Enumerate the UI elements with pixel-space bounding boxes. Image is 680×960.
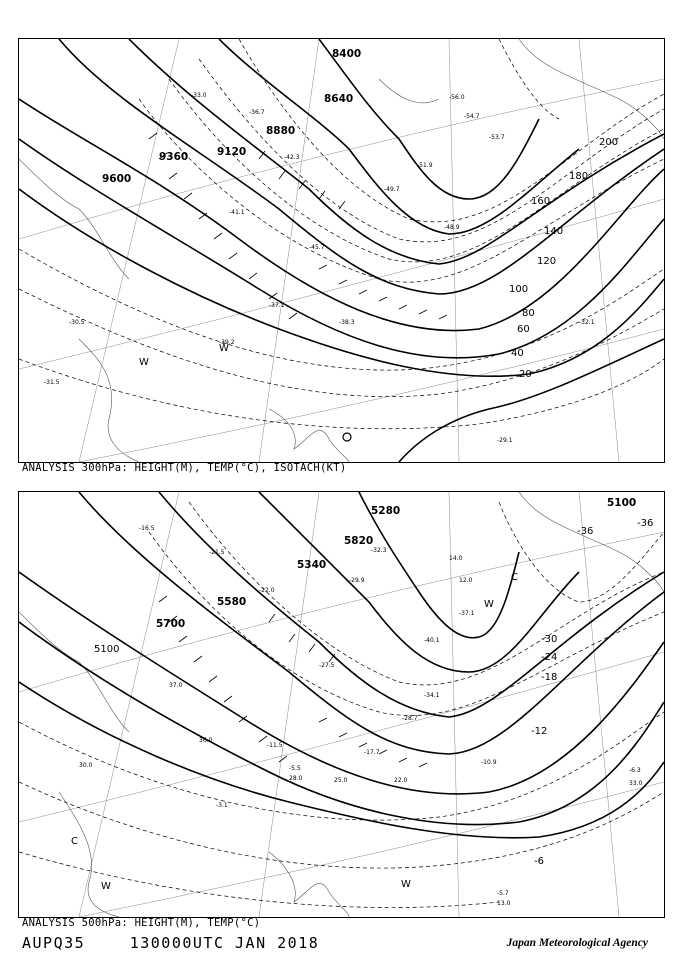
isotach-label: 60 — [517, 324, 530, 335]
obs-label: -40.1 — [424, 637, 440, 644]
product-code: AUPQ35 — [22, 934, 86, 952]
isotach-label: 140 — [544, 226, 564, 237]
height-label: 9600 — [102, 173, 132, 185]
obs-label: 14.0 — [449, 555, 463, 562]
temp-label: -54.7 — [464, 113, 480, 120]
obs-label: -37.1 — [459, 610, 475, 617]
temp-label: -42.3 — [284, 154, 300, 161]
height-label: 5700 — [156, 618, 186, 630]
caption-500hpa: ANALYSIS 500hPa: HEIGHT(M), TEMP(°C) — [22, 917, 261, 929]
warm-marker: W — [101, 881, 111, 892]
height-label: 5280 — [371, 505, 401, 517]
obs-label: -28.7 — [402, 715, 418, 722]
temp-label: -29.1 — [497, 437, 513, 444]
temp-label: -51.9 — [417, 162, 433, 169]
obs-label: 13.0 — [497, 900, 511, 907]
obs-label: -5.5 — [289, 765, 301, 772]
obs-label: 28.0 — [289, 775, 303, 782]
obs-label: 22.0 — [394, 777, 408, 784]
temp-label: -45.7 — [309, 244, 325, 251]
obs-label: -22.0 — [259, 587, 275, 594]
obs-label: -10.9 — [481, 759, 497, 766]
height-label: 5820 — [344, 535, 374, 547]
graticule — [19, 492, 664, 917]
caption-300hpa: ANALYSIS 300hPa: HEIGHT(M), TEMP(°C), ISOTACH(KT) — [22, 462, 347, 474]
height-contours — [19, 492, 664, 838]
obs-label: 30.0 — [79, 762, 93, 769]
height-label: 5100 — [94, 644, 120, 655]
isotach-label: 20 — [519, 369, 532, 380]
temp-label: -38.3 — [339, 319, 355, 326]
map-500hpa-svg — [19, 492, 664, 917]
obs-label: -3.1 — [216, 802, 228, 809]
warm-marker: W — [401, 879, 411, 890]
temp-label: -56.0 — [449, 94, 465, 101]
map-300hpa-svg — [19, 39, 664, 462]
obs-label: -5.7 — [497, 890, 509, 897]
obs-label: -16.5 — [139, 525, 155, 532]
obs-label: 36.0 — [199, 737, 213, 744]
obs-label: -21.5 — [209, 549, 225, 556]
isotherm-label: -36 — [577, 526, 594, 537]
isotherm-label: -36 — [637, 518, 654, 529]
obs-label: -29.9 — [349, 577, 365, 584]
isotherm-label: -18 — [541, 672, 558, 683]
height-label: 8640 — [324, 93, 354, 105]
isotach-label: 200 — [599, 137, 619, 148]
isotach-label: 160 — [531, 196, 551, 207]
obs-label: 25.0 — [334, 777, 348, 784]
isotach-label: 100 — [509, 284, 529, 295]
station-circle — [343, 433, 351, 441]
temp-label: -31.5 — [44, 379, 60, 386]
obs-label: 33.0 — [629, 780, 643, 787]
isotherm-label: -30 — [541, 634, 558, 645]
isotherm-label: -6 — [534, 856, 544, 867]
height-label: 5340 — [297, 559, 327, 571]
temp-label: -39.2 — [219, 339, 235, 346]
temp-label: -49.7 — [384, 186, 400, 193]
obs-label: -34.1 — [424, 692, 440, 699]
agency-name: Japan Meteorological Agency — [506, 937, 648, 949]
height-label: 5100 — [607, 497, 637, 509]
temp-label: -48.9 — [444, 224, 460, 231]
height-label: 8400 — [332, 48, 362, 60]
isotach-label: 120 — [537, 256, 557, 267]
temp-label: -32.1 — [579, 319, 595, 326]
obs-label: 12.0 — [459, 577, 473, 584]
valid-time: 130000UTC JAN 2018 — [129, 934, 320, 952]
isotach-label: 40 — [511, 348, 524, 359]
obs-label: -11.5 — [267, 742, 283, 749]
isotach-label: 80 — [522, 308, 535, 319]
coastlines — [19, 492, 664, 917]
map-300hpa — [18, 38, 665, 463]
temp-label: -53.7 — [489, 134, 505, 141]
product-header — [22, 934, 353, 952]
height-label: 5580 — [217, 596, 247, 608]
cold-marker: C — [71, 836, 78, 847]
warm-marker: W — [139, 357, 149, 368]
isotherm-lines — [19, 502, 664, 908]
warm-marker: W — [219, 343, 229, 354]
obs-label: -17.7 — [364, 749, 380, 756]
isotherm-label: -12 — [531, 726, 548, 737]
temp-label: -36.7 — [249, 109, 265, 116]
isotach-label: 180 — [569, 171, 589, 182]
temp-label: -30.5 — [69, 319, 85, 326]
temp-label: -37.1 — [269, 302, 285, 309]
height-label: 8880 — [266, 125, 296, 137]
warm-marker: W — [484, 599, 494, 610]
obs-label: 37.0 — [169, 682, 183, 689]
obs-label: -32.3 — [371, 547, 387, 554]
map-500hpa — [18, 491, 665, 918]
obs-label: -6.3 — [629, 767, 641, 774]
height-label: 9360 — [159, 151, 189, 163]
temp-label: -33.0 — [191, 92, 207, 99]
obs-label: -27.5 — [319, 662, 335, 669]
temp-label: -41.1 — [229, 209, 245, 216]
isotherm-label: -24 — [541, 652, 558, 663]
cold-marker: C — [511, 572, 518, 583]
height-label: 9120 — [217, 146, 247, 158]
